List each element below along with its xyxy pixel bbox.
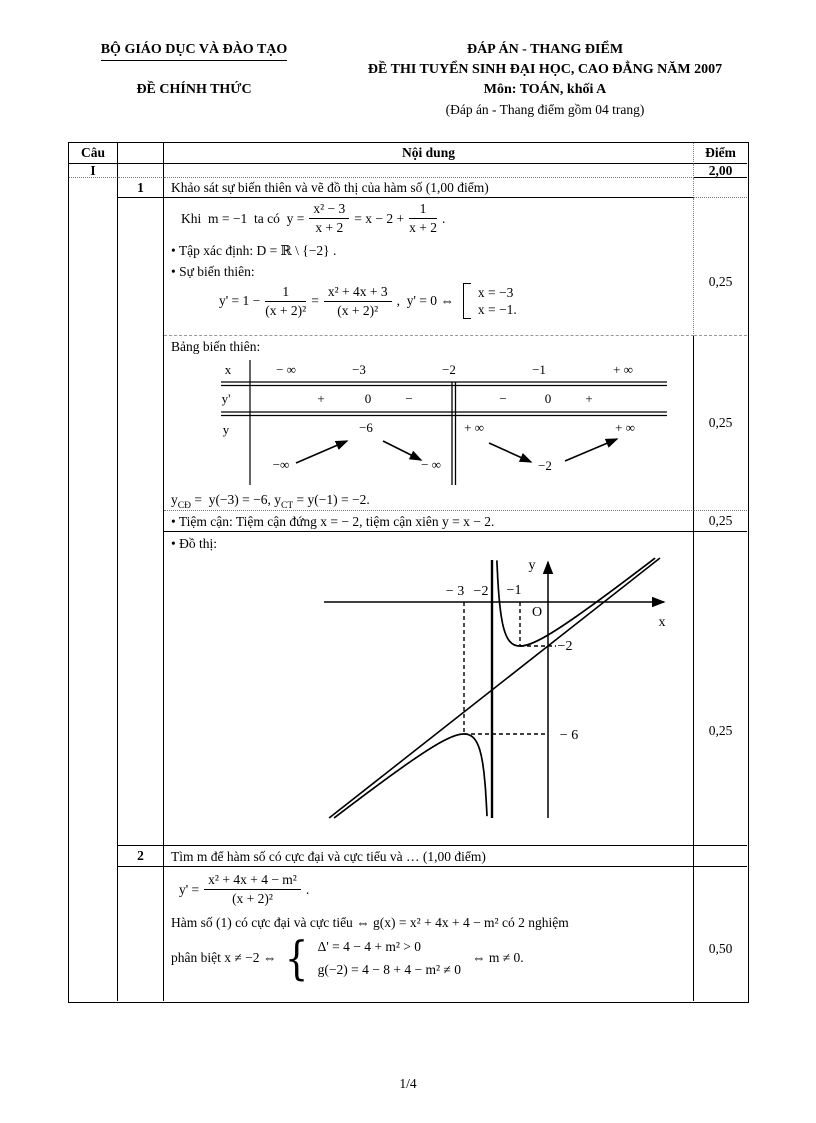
score-blockE: 0,50 — [708, 941, 733, 956]
block-survey — [164, 198, 694, 336]
score-blockD: 0,25 — [694, 532, 747, 846]
tick-minus3: − 3 — [445, 584, 465, 599]
fraction-2-numerator: 1 — [409, 201, 437, 219]
answer-table — [68, 142, 749, 1003]
system-line-1: Δ' = 4 − 4 + m² > 0 — [317, 939, 422, 954]
row-I-sub — [118, 164, 164, 178]
page-number: 1/4 — [399, 1076, 417, 1091]
fraction-2 — [409, 201, 437, 236]
value-minus6: − 6 — [559, 728, 579, 743]
origin-label: O — [531, 605, 543, 620]
curly-brace: { — [285, 931, 309, 985]
variation-bullet: • Sự biến thiên: — [171, 264, 255, 279]
bbt-y-neg-inf-right: − ∞ — [421, 457, 441, 472]
bbt-y-neg-inf-left: −∞ — [272, 457, 290, 472]
asymptote-row: • Tiệm cận: Tiệm cận đứng x = − 2, tiệm cận xiên y = x − 2. — [164, 511, 694, 532]
derivative-mid: , y' = 0 ⇔ — [396, 293, 454, 308]
summary-y2: y — [274, 492, 282, 507]
case-1: x = −3 — [477, 285, 514, 300]
formula-intro-pre: Khi m = −1 ta có y = — [181, 210, 305, 226]
part1-title: Khảo sát sự biến thiên và vẽ đồ thị của hàm số (1,00 điểm) — [164, 178, 694, 198]
part2-system-line — [171, 931, 693, 985]
graph-bullet: • Đồ thị: — [171, 536, 217, 551]
bbt-y-pos-inf-left: + ∞ — [464, 420, 484, 435]
exam-name: ĐỀ THI TUYỂN SINH ĐẠI HỌC, CAO ĐẲNG NĂM 2007 — [367, 62, 723, 77]
header-right — [332, 40, 758, 120]
part2-condition-line: Hàm số (1) có cực đại và cực tiểu ⇔ g(x) = x² + 4x + 4 − m² có 2 nghiệm — [171, 915, 569, 930]
summary-sub2: CT — [281, 501, 294, 511]
header-left — [58, 42, 330, 98]
row-I-content — [164, 164, 694, 178]
function-graph — [310, 548, 702, 824]
fraction-1-denominator: x + 2 — [315, 220, 344, 235]
bbt-yprime-zero-2: 0 — [544, 391, 552, 406]
bbt-yprime-plus-1: + — [317, 391, 325, 406]
bbt-yprime-plus-2: + — [585, 391, 593, 406]
tick-minus1: −1 — [506, 583, 522, 598]
part2-title: Tìm m để hàm số có cực đại và cực tiểu và … (1,00 điểm) — [164, 846, 694, 867]
bbt-table — [201, 357, 671, 487]
bbt-x-m1: −1 — [532, 362, 546, 377]
col-header-cau: Câu — [69, 143, 118, 164]
value-minus2: −2 — [557, 639, 573, 654]
formula-intro-end: . — [441, 210, 446, 226]
sub-column-empty-2 — [118, 867, 164, 1001]
bbt-x-neg-inf: − ∞ — [276, 362, 296, 377]
domain-bullet: • Tập xác định: D = ℝ \ {−2} . — [171, 243, 337, 258]
question-I-label: I — [69, 164, 118, 178]
block-variation-table — [164, 336, 694, 511]
square-bracket — [463, 283, 471, 319]
part2-derivative-pre: y' = — [179, 881, 200, 897]
formula-intro — [181, 201, 693, 236]
derivative-pre: y' = 1 − — [219, 293, 261, 308]
part1-number: 1 — [118, 178, 164, 198]
curve-left-branch — [334, 734, 487, 818]
part2-system-pre: phân biệt x ≠ −2 ⇔ — [171, 950, 277, 965]
extrema-summary — [171, 492, 693, 511]
derivative-eq: = — [311, 293, 319, 308]
tick-minus2: −2 — [473, 584, 489, 599]
oblique-asymptote — [329, 558, 660, 818]
fraction-B-denominator: (x + 2)² — [337, 302, 379, 318]
system-lines — [318, 935, 461, 981]
bbt-y-min: −2 — [538, 458, 552, 473]
bbt-y-pos-inf-right: + ∞ — [615, 420, 635, 435]
part1-title-score-empty — [694, 178, 747, 198]
part2-number: 2 — [118, 846, 164, 867]
fraction-2-denominator: x + 2 — [409, 220, 437, 235]
bbt-arrow-down-1 — [383, 441, 421, 460]
fraction-A — [265, 284, 306, 319]
part2-title-score-empty — [694, 846, 747, 867]
sub-column-empty-1 — [118, 198, 164, 846]
part2-fraction — [204, 872, 301, 907]
bbt-arrow-down-2 — [489, 443, 531, 462]
answer-key-title: ĐÁP ÁN - THANG ĐIỂM — [466, 42, 624, 57]
bbt-y-label: y — [222, 422, 230, 437]
bbt-x-m3: −3 — [352, 362, 366, 377]
bbt-x-pos-inf: + ∞ — [613, 362, 633, 377]
cau-column-empty — [69, 178, 118, 1001]
part2-derivative-end: . — [305, 881, 310, 897]
fraction-B-numerator: x² + 4x + 3 — [324, 284, 392, 302]
fraction-A-numerator: 1 — [265, 284, 306, 302]
bbt-x-label: x — [224, 362, 232, 377]
bbt-x-m2: −2 — [442, 362, 456, 377]
fraction-1-numerator: x² − 3 — [309, 201, 349, 219]
summary-y1: y — [171, 492, 178, 507]
col-header-diem: Điểm — [694, 143, 747, 164]
col-header-sub — [118, 143, 164, 164]
x-axis-label: x — [658, 615, 666, 630]
bbt-yprime-minus-2: − — [499, 391, 507, 406]
summary-sub1: CĐ — [177, 501, 191, 511]
score-rowC: 0,25 — [694, 511, 747, 532]
bbt-y-max: −6 — [359, 420, 373, 435]
pages-note: (Đáp án - Thang điểm gồm 04 trang) — [445, 102, 645, 117]
system-line-2: g(−2) = 4 − 8 + 4 − m² ≠ 0 — [317, 962, 461, 977]
part2-fraction-numerator: x² + 4x + 4 − m² — [204, 872, 301, 890]
bbt-label: Bảng biến thiên: — [171, 339, 261, 354]
official-exam-label: ĐỀ CHÍNH THỨC — [136, 82, 252, 97]
col-header-noidung: Nội dung — [164, 143, 694, 164]
case-lines — [476, 283, 517, 319]
score-blockB: 0,25 — [694, 336, 747, 511]
ministry-name: BỘ GIÁO DỤC VÀ ĐÀO TẠO — [58, 42, 330, 58]
summary-t2: = y(−1) = −2. — [293, 492, 370, 507]
part2-fraction-denominator: (x + 2)² — [232, 891, 273, 906]
block-graph — [164, 532, 694, 846]
question-I-score: 2,00 — [694, 164, 747, 178]
derivative-formula — [219, 283, 693, 319]
case-2: x = −1. — [477, 302, 517, 317]
formula-intro-mid: = x − 2 + — [354, 210, 405, 226]
bbt-yprime-zero-1: 0 — [364, 391, 372, 406]
bbt-arrow-up-2 — [565, 439, 617, 461]
summary-t1: = y(−3) = −6, — [190, 492, 275, 507]
bbt-arrow-up-1 — [296, 441, 347, 463]
score-blockA: 0,25 — [694, 198, 747, 336]
part2-system-end: ⇔ m ≠ 0. — [471, 950, 524, 965]
fraction-B — [324, 284, 392, 319]
fraction-A-denominator: (x + 2)² — [265, 302, 307, 318]
block-part2-solution — [164, 867, 694, 1001]
bbt-yprime-minus-1: − — [405, 391, 413, 406]
y-axis-label: y — [528, 558, 536, 573]
part2-derivative — [179, 872, 693, 907]
bbt-yprime-label: y' — [221, 391, 231, 406]
fraction-1 — [309, 201, 349, 236]
subject-line: Môn: TOÁN, khối A — [483, 82, 607, 97]
